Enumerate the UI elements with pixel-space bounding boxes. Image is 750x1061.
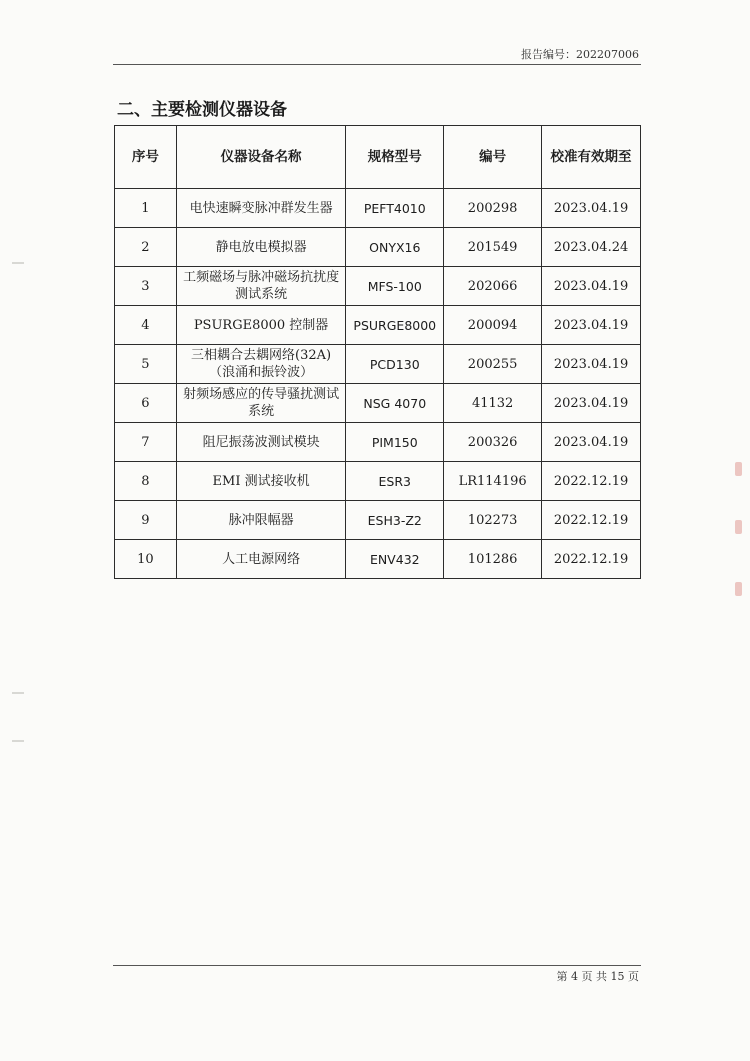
cell-calibration: 2023.04.19 [542,384,641,423]
table-row [115,423,641,462]
table-header-row [115,126,641,189]
cell-model: ESH3-Z2 [346,501,444,540]
table-row [115,345,641,384]
table-row [115,540,641,579]
seal-edge-mark [735,582,742,596]
cell-serial: 200094 [444,306,542,345]
cell-name: 三相耦合去耦网络(32A)（浪涌和振铃波） [176,345,346,384]
cell-calibration: 2023.04.19 [542,306,641,345]
table-row [115,306,641,345]
scan-speck [12,262,24,264]
cell-model: PIM150 [346,423,444,462]
cell-no: 10 [115,540,177,579]
cell-no: 6 [115,384,177,423]
cell-serial: 41132 [444,384,542,423]
cell-model: PSURGE8000 [346,306,444,345]
cell-name: 射频场感应的传导骚扰测试系统 [176,384,346,423]
table-row [115,189,641,228]
cell-serial: 101286 [444,540,542,579]
header-divider [113,64,641,65]
cell-no: 8 [115,462,177,501]
header-name: 仪器设备名称 [176,126,346,189]
cell-name: 脉冲限幅器 [176,501,346,540]
cell-serial: 200298 [444,189,542,228]
table-row [115,228,641,267]
cell-calibration: 2023.04.19 [542,423,641,462]
cell-model: MFS-100 [346,267,444,306]
cell-calibration: 2022.12.19 [542,462,641,501]
cell-calibration: 2023.04.24 [542,228,641,267]
cell-name: EMI 测试接收机 [176,462,346,501]
header-serial: 编号 [444,126,542,189]
header-calibration: 校准有效期至 [542,126,641,189]
seal-edge-mark [735,520,742,534]
cell-no: 9 [115,501,177,540]
cell-serial: 200326 [444,423,542,462]
cell-model: ESR3 [346,462,444,501]
seal-edge-mark [735,462,742,476]
report-number: 报告编号：202207006 [521,48,639,61]
table-row [115,267,641,306]
cell-no: 2 [115,228,177,267]
equipment-table [114,125,641,579]
cell-no: 5 [115,345,177,384]
cell-name: 电快速瞬变脉冲群发生器 [176,189,346,228]
cell-model: PEFT4010 [346,189,444,228]
section-title: 二、主要检测仪器设备 [117,100,287,120]
table-row [115,501,641,540]
scan-speck [12,692,24,694]
footer-divider [113,965,641,966]
cell-model: ONYX16 [346,228,444,267]
cell-serial: 102273 [444,501,542,540]
table-row [115,384,641,423]
cell-calibration: 2023.04.19 [542,267,641,306]
cell-serial: 201549 [444,228,542,267]
header-no: 序号 [115,126,177,189]
cell-name: 阻尼振荡波测试模块 [176,423,346,462]
scan-speck [12,740,24,742]
cell-no: 7 [115,423,177,462]
cell-name: 人工电源网络 [176,540,346,579]
cell-model: PCD130 [346,345,444,384]
cell-name: PSURGE8000 控制器 [176,306,346,345]
cell-serial: 202066 [444,267,542,306]
cell-calibration: 2023.04.19 [542,189,641,228]
cell-no: 1 [115,189,177,228]
cell-serial: LR114196 [444,462,542,501]
cell-calibration: 2022.12.19 [542,540,641,579]
cell-calibration: 2023.04.19 [542,345,641,384]
cell-name: 静电放电模拟器 [176,228,346,267]
cell-serial: 200255 [444,345,542,384]
cell-no: 3 [115,267,177,306]
cell-model: NSG 4070 [346,384,444,423]
header-model: 规格型号 [346,126,444,189]
table-row [115,462,641,501]
cell-calibration: 2022.12.19 [542,501,641,540]
cell-no: 4 [115,306,177,345]
page-number: 第 4 页 共 15 页 [556,970,639,983]
cell-model: ENV432 [346,540,444,579]
cell-name: 工频磁场与脉冲磁场抗扰度测试系统 [176,267,346,306]
